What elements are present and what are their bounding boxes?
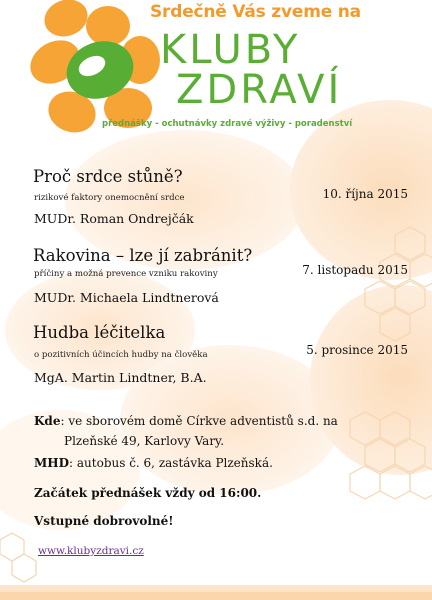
start-time xyxy=(34,486,261,500)
talk-2-title: Rakovina – lze jí zabránit? xyxy=(33,246,253,265)
start-time-text: Začátek přednášek vždy od 16:00. xyxy=(34,486,262,500)
transport-line xyxy=(34,456,273,470)
logo-text-line2: ZDRAVÍ xyxy=(176,67,343,113)
talk-3-date: 5. prosince 2015 xyxy=(306,343,408,357)
talk-3-subtitle: o pozitivních účincích hudby na člověka xyxy=(34,350,208,360)
tagline: přednášky - ochutnávky zdravé výživy - poradenství xyxy=(102,119,353,129)
talk-3-speaker: MgA. Martin Lindtner, B.A. xyxy=(34,370,207,385)
talk-1-subtitle: rizikové faktory onemocnění srdce xyxy=(34,193,185,203)
transport-label: MHD xyxy=(34,456,70,470)
venue-line xyxy=(34,414,338,428)
entry-fee xyxy=(34,514,174,528)
talk-1-date: 10. října 2015 xyxy=(322,187,408,201)
talk-2-date: 7. listopadu 2015 xyxy=(302,263,408,277)
hexagon-pattern-left xyxy=(0,533,36,582)
venue-address: Plzeňské 49, Karlovy Vary. xyxy=(64,434,225,448)
venue-text: : ve sborovém domě Církve adventistů s.d. na xyxy=(60,414,338,428)
entry-fee-text: Vstupné dobrovolné! xyxy=(34,514,174,528)
talk-1-speaker: MUDr. Roman Ondrejčák xyxy=(34,211,194,226)
talk-1-title: Proč srdce stůně? xyxy=(33,167,183,186)
talk-3-title: Hudba léčitelka xyxy=(33,323,166,342)
transport-text: : autobus č. 6, zastávka Plzeňská. xyxy=(69,456,273,470)
website-link[interactable]: www.klubyzdravi.cz xyxy=(38,545,144,557)
talk-2-subtitle: příčiny a možná prevence vzniku rakoviny xyxy=(34,269,218,279)
talk-2-speaker: MUDr. Michaela Lindtnerová xyxy=(34,290,219,305)
venue-label: Kde xyxy=(34,414,61,428)
invitation-heading: Srdečně Vás zveme na xyxy=(150,2,361,22)
logo-text-line1: KLUBY xyxy=(160,27,301,73)
